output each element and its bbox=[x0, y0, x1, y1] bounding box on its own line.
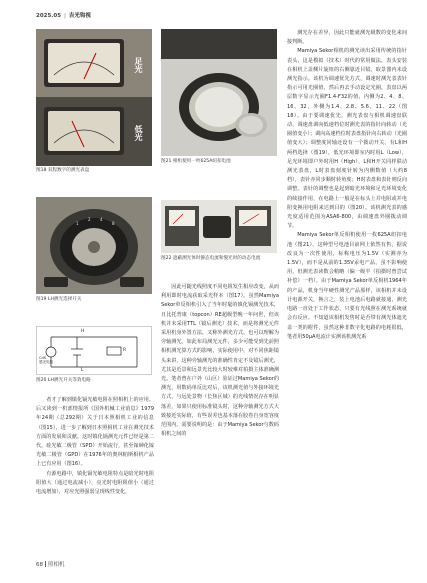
meter-dial-illustration bbox=[36, 29, 152, 166]
lh-switch-illustration bbox=[36, 197, 152, 294]
fig20-caption: 图20 LH测光开关等效电路 bbox=[36, 378, 91, 383]
label-cds: CdS 感光电阻 bbox=[39, 356, 54, 364]
paragraph: Mamiya Sekor单反相机使用一枚625A纽扣电池（图21），这种型号电池目前网上依然有售，据说改良为一次性使用，标称电压为1.5V（实测亦为1.5V），而不是从前的1.35V汞电产品，虽不影响使用，但测光表读数会稍略（偏一级半（拍摄时曾尝试补偿）一档）。由于Mamiya Sekor单反相机1964年的产品，机身当年硬性测光产品那样，该相机并未设计电源开关，换言之，装上电池后电路就接通，测光电路一直处于工作状态，只要有光线照在测光系统就会有反应。不知道该相机发售时是否带有测光体遮光盖一类的附件，虽然这种非数字化电路的电耗很低，笔者用50μA电流计实测该机测光系 bbox=[287, 232, 407, 340]
fig19-photo bbox=[36, 197, 152, 294]
fig20-circuit bbox=[36, 326, 152, 375]
fig21-caption: 图21 相机使用一枚625A纽扣电池 bbox=[161, 159, 231, 164]
svg-text:1: 1 bbox=[76, 221, 79, 226]
current-meters-illustration bbox=[161, 200, 277, 253]
fig21-photo bbox=[161, 29, 277, 156]
paragraph: 者才了解到镇化镉光敏电阻在照相机上的应用。后又读到一机部情报所《国外机械工业消息》1979年24期（总292期）关于日本照相机工业的信息（图15），进一步了解到日本照相机工业在测光技术方面的发展和贡献。这时镇化镉测光元件已经是第二代，硅光敏二极管（SPD）开始流行，甚至镓砷化镓光敏二极管（GPD）在1976年的奥林帕斯相机产品上已有应用（图16）。 bbox=[36, 397, 154, 468]
circuit-diagram bbox=[37, 327, 152, 375]
page-footer bbox=[36, 560, 65, 568]
fig18-photo bbox=[36, 29, 152, 166]
label-high: 足光 bbox=[134, 57, 143, 73]
page-number: 68 bbox=[36, 562, 43, 568]
fig19-caption: 图19 LH测光选择开关 bbox=[36, 297, 82, 302]
running-header bbox=[36, 11, 91, 19]
magazine-name: 照相机 bbox=[48, 562, 65, 568]
column-2-text bbox=[161, 283, 279, 439]
label-r: R bbox=[123, 348, 127, 353]
fig18-caption: 图18 双程数字的测光表盘 bbox=[36, 168, 90, 173]
fig22-photo bbox=[161, 200, 277, 253]
footer-divider bbox=[45, 561, 46, 567]
paragraph: 因此可随光线照度不同电阻发生相应改变，从而利用即时电流获取采光样本（图17）。虽然Mamiya Sekor单反相机引入了当年时髦的镇化镉测光技术，且比托普康（topcon）RE超级型晚一年问世，但该机并未采用TTL（镜后测光）技术，而是将测光元件采用机身外置方法，又称外测光方式，也可以理解为旁轴测光。如此布局测光元件，多少可能受到先前照相机测光算方式的影响，实际使用中，对不同焦距镜头来讲，这种旁轴测光的准确性肯定不及镜后测光，尤其是近景和远景光比较大时较难对拍摄主体准确测光。笔者曾在户外（山区）验证过Mamiya Sekor的测光，用数码单反比对后，该机测光值与外接环境光方式，与远处景物（长焦区域）的光线情况存在明显落差，如果只使用标准镜头时，这种旁轴测光方式大致接近实际值，有些误差也基本落在胶卷自身宽容度范围内。需要说明的是：由于Mamiya Sekor与数码相机之间的 bbox=[161, 284, 279, 438]
issue-date: 2025.05 bbox=[36, 13, 62, 19]
section-name: 吉光钩视 bbox=[68, 13, 91, 19]
header-separator: | bbox=[63, 13, 66, 19]
svg-text:2: 2 bbox=[88, 217, 91, 222]
fig22-caption: 图22 遮蔽测光体时静态电流和慢光时的动态电流 bbox=[161, 256, 261, 261]
column-1-text bbox=[36, 396, 154, 497]
label-l: L bbox=[81, 368, 84, 373]
svg-text:4: 4 bbox=[100, 217, 103, 222]
paragraph: 有源电路中，镇化镉光敏电阻特点是暗光时电阻阻值大（通过电流减小），亮光时电阻阻值小（通过电流增加），对应光照强弱呈现线性变化， bbox=[36, 470, 154, 496]
paragraph: Mamiya Sekor相机的测光读出采用传统的指针表头，这是模拟（技术）时代的常用做法，表头安装在相机上盖侧片旋钮的右侧靠近目镜，取景器内未设测光指示。该机为调速优先方式，调速时测光表表针指示可用光圈值，然后再去手动设定光圈。表盘以两层数字显示光圈F1.4-F32的值，内侧为2、4、8、16、32，外侧为1.4、2.8、5.6、11、22（图18）。由于要调速优先，测光表盘与相机调速盘联动，调速盘调向低速档位时测光表的指针向转动（光圈值变小）；调向高速档位时表盘指针向右转动（光圈值变大）；调整度同轴还设有一个拨动开关，有L和H两档选择（图19），低光环境即室内时用L（Low），足光环境即户外时用H（High），L和H开关同样联动测光表盘，L时表盘刻度针转为内侧数值（大约8档），表针亦同步顺时转角度；H时表盘和表针则反向调整。表针的调整也是起到暗光环境和足光环境变化的续接作用，在电路上一般是在标头上并电阻或并电阻变换用电阻来达到目的（图20）。该机测光表的感光度适用范围为ASA6-800，由调速盘外圈拨动调节。 bbox=[287, 48, 407, 230]
column-3-text bbox=[287, 29, 407, 342]
svg-text:8: 8 bbox=[112, 221, 115, 226]
paragraph: 测光存在差异，因此只能就测光级数的变化来间接判断。 bbox=[287, 30, 407, 46]
label-h: H bbox=[81, 329, 85, 334]
battery-compartment-illustration bbox=[161, 29, 277, 156]
label-low: 低光 bbox=[134, 125, 143, 141]
